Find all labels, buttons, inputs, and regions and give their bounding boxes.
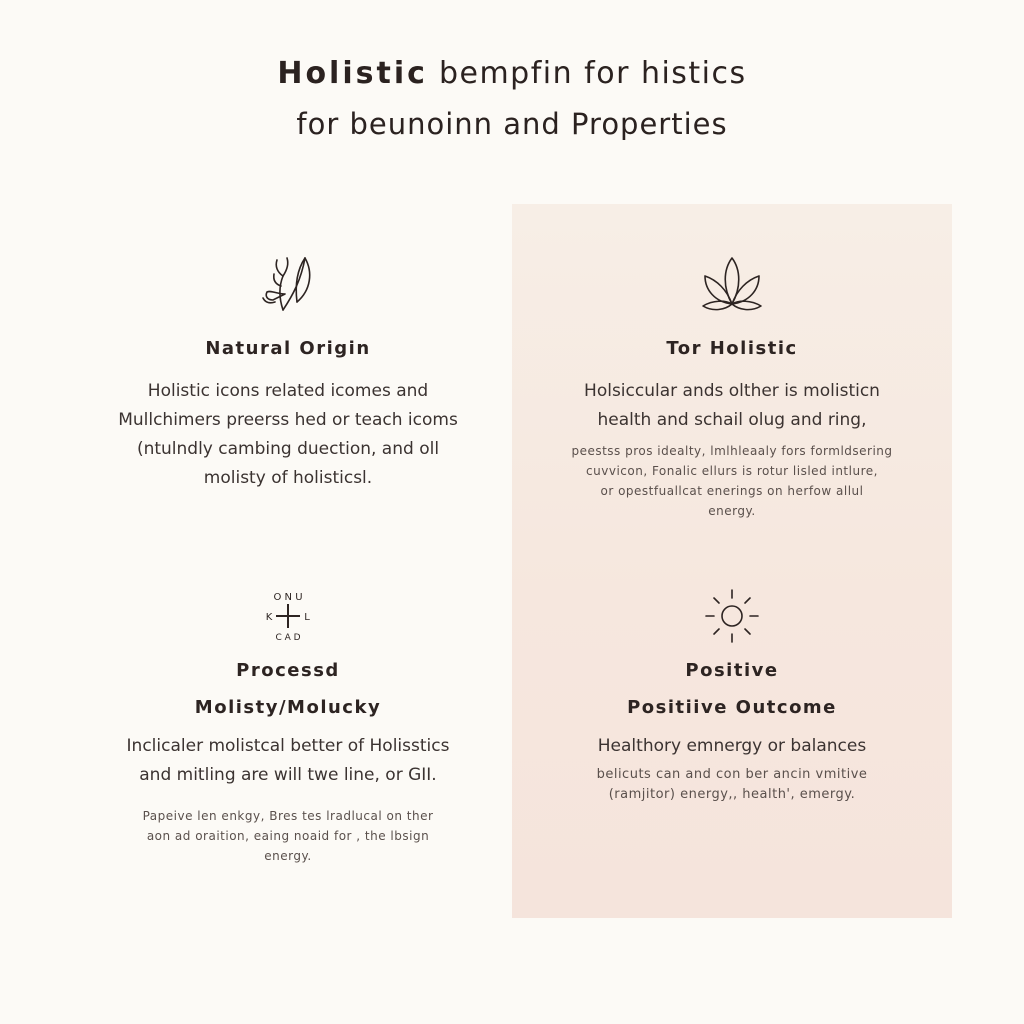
alchemy-right-glyph: L <box>304 612 310 623</box>
small-line: cuvvicon, Fonalic ellurs is rotur lisled intlure, <box>586 464 878 478</box>
small-line: belicuts can and con ber ancin vmitive <box>596 767 868 782</box>
alchemy-bottom-glyphs: C A D <box>275 633 301 643</box>
small-line: (ramjitor) energy,, health', emergy. <box>608 787 856 802</box>
feature-body <box>80 732 496 790</box>
feature-title: Positive <box>685 660 779 681</box>
leaf-sprig-icon <box>253 250 323 320</box>
body-line: (ntulndly cambing duection, and oll <box>136 439 440 459</box>
body-line: health and schail olug and ring, <box>597 410 867 430</box>
sun-icon <box>697 586 767 646</box>
small-line: or opestfuallcat enerings on herfow allul <box>600 484 864 498</box>
feature-subtitle: Molisty/Molucky <box>194 697 382 718</box>
feature-title: Processd <box>236 660 340 681</box>
page-header <box>0 56 1024 141</box>
feature-processd <box>80 586 496 866</box>
small-line: Papeive len enkgy, Bres tes lradlucal on ther <box>142 809 434 823</box>
feature-title: Tor Holistic <box>666 338 798 359</box>
small-line: peestss pros idealty, lmlhleaaly fors formldsering <box>571 444 893 458</box>
feature-body <box>80 377 496 493</box>
page-subtitle: for beunoinn and Properties <box>296 107 728 141</box>
feature-natural-origin <box>80 250 496 493</box>
alchemy-left-glyph: K <box>265 612 273 623</box>
body-line: Holistic icons related icomes and <box>147 381 429 401</box>
alchemy-top-glyphs: O N U <box>273 592 303 603</box>
page-title-rest: bempfin for histics <box>427 56 747 91</box>
body-line: Healthory emnergy or balances <box>597 736 867 756</box>
feature-positive <box>532 586 932 805</box>
feature-body <box>532 732 932 761</box>
feature-subtitle: Positiive Outcome <box>627 697 837 718</box>
body-line: molisty of holisticsl. <box>203 468 373 488</box>
small-line: energy. <box>264 849 312 863</box>
feature-small-text <box>80 806 496 866</box>
feature-small-text <box>532 765 932 805</box>
body-line: Holsiccular ands olther is molisticn <box>584 381 880 401</box>
alchemy-symbols-icon <box>253 586 323 646</box>
page-title <box>0 56 1024 91</box>
small-line: aon ad oraition, eaing noaid for , the lbsign <box>146 829 430 843</box>
small-line: energy. <box>708 504 756 518</box>
body-line: Inclicaler molistcal better of Holisstics <box>126 736 450 756</box>
feature-tor-holistic <box>532 250 932 521</box>
body-line: and mitling are will twe line, or GII. <box>139 765 437 785</box>
body-line: Mullchimers preerss hed or teach icoms <box>118 410 458 430</box>
feature-body <box>532 377 932 435</box>
feature-small-text <box>532 441 932 521</box>
lotus-icon <box>697 250 767 320</box>
feature-title: Natural Origin <box>205 338 371 359</box>
page-title-bold: Holistic <box>277 56 428 91</box>
